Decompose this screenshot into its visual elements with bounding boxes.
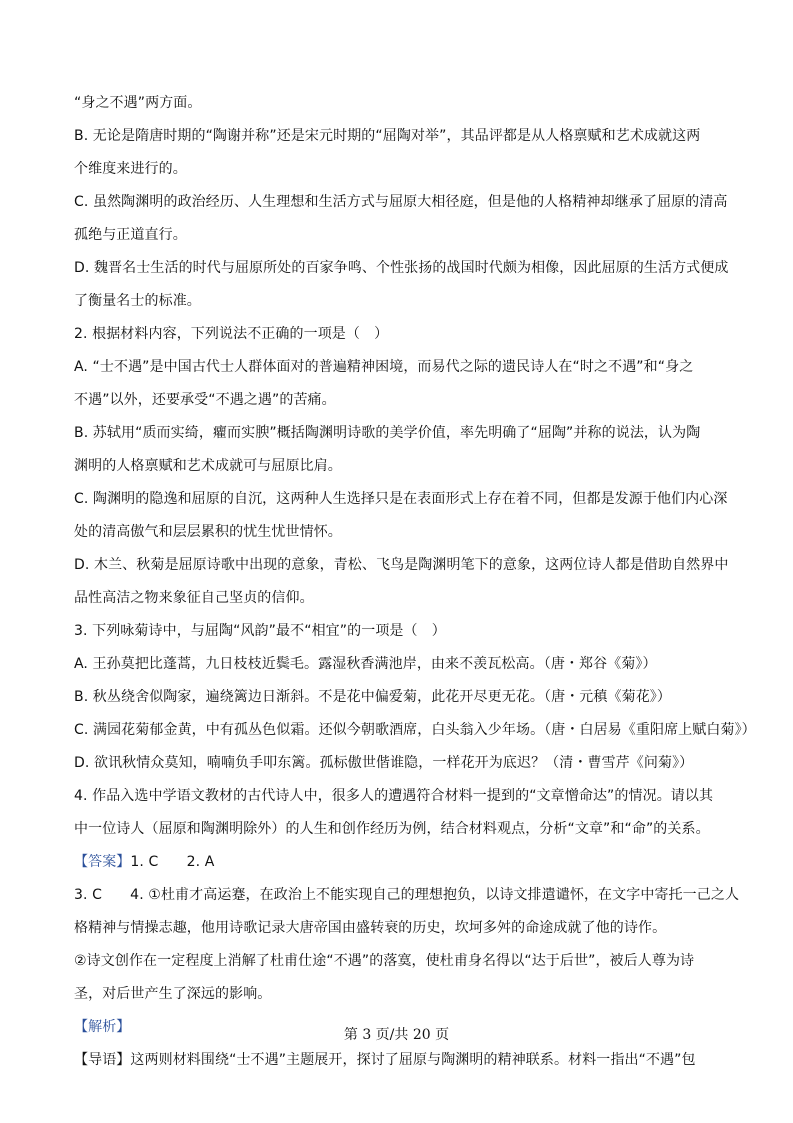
q2-option-b-line-1: B. 苏轼用“质而实绮，癯而实腴”概括陶渊明诗歌的美学价值，率先明确了“屈陶”并称的说法，认为陶 — [74, 425, 701, 441]
option-c-line-1: C. 虽然陶渊明的政治经历、人生理想和生活方式与屈原大相径庭，但是他的人格精神却继承了屈原的清高 — [74, 194, 728, 210]
question-3: 3. 下列咏菊诗中，与屈陶“风韵”最不“相宜”的一项是（ ） — [74, 623, 446, 639]
q2-option-c-line-2: 处的清高傲气和层层累积的忧生忧世情怀。 — [74, 524, 342, 540]
q2-option-d-line-1: D. 木兰、秋菊是屈原诗歌中出现的意象，青松、飞鸟是陶渊明笔下的意象，这两位诗人都是借助自然界中 — [74, 557, 729, 573]
q3-option-c: C. 满园花菊郁金黄，中有孤丛色似霜。还似今朝歌酒席，白头翁入少年场。（唐・白居易《重阳席上赋白菊》） — [74, 722, 756, 738]
guide-text: 这两则材料围绕“士不遇”主题展开，探讨了屈原与陶渊明的精神联系。材料一指出“不遇”包 — [130, 1052, 696, 1068]
option-b-line-2: 个维度来进行的。 — [74, 161, 187, 177]
answer-text: 1. C 2. A — [130, 854, 215, 870]
q2-option-b-line-2: 渊明的人格禀赋和艺术成就可与屈原比肩。 — [74, 458, 342, 474]
guide-line — [74, 1049, 724, 1071]
answer-line-2: 3. C 4. ①杜甫才高运蹇，在政治上不能实现自己的理想抱负，以诗文排遣谴怀，在文字中寄托一己之人 — [74, 887, 740, 903]
guide-label: 【导语】 — [74, 1052, 131, 1068]
answer-line-3: 格精神与情操志趣，他用诗歌记录大唐帝国由盛转衰的历史，坎坷多舛的命途成就了他的诗作。 — [74, 920, 667, 936]
answer-label: 【答案】 — [74, 854, 131, 870]
option-c-line-2: 孤绝与正道直行。 — [74, 227, 187, 243]
q3-option-b: B. 秋丛绕舍似陶家，遍绕篱边日渐斜。不是花中偏爱菊，此花开尽更无花。（唐・元稹《菊花》） — [74, 689, 672, 705]
page-body — [74, 92, 756, 1082]
answer-line-5: 圣，对后世产生了深远的影响。 — [74, 986, 272, 1002]
option-d-line-1: D. 魏晋名士生活的时代与屈原所处的百家争鸣、个性张扬的战国时代颇为相像，因此屈原的生活方式便成 — [74, 260, 729, 276]
q2-option-a-line-1: A. “士不遇”是中国古代士人群体面对的普遍精神困境，而易代之际的遗民诗人在“时之不遇”和“身之 — [74, 359, 694, 375]
option-b-line-1: B. 无论是隋唐时期的“陶谢并称”还是宋元时期的“屈陶对举”，其品评都是从人格禀赋和艺术成就这两 — [74, 128, 701, 144]
q2-option-c-line-1: C. 陶渊明的隐逸和屈原的自沉，这两种人生选择只是在表面形式上存在着不同，但都是发源于他们内心深 — [74, 491, 728, 507]
analysis-label: 【解析】 — [74, 1019, 131, 1035]
text-line: “身之不遇”两方面。 — [74, 95, 202, 111]
page-number-footer: 第 3 页/共 20 页 — [343, 1027, 450, 1043]
question-2: 2. 根据材料内容，下列说法不正确的一项是（ ） — [74, 326, 389, 342]
question-4-line-2: 中一位诗人（屈原和陶渊明除外）的人生和创作经历为例，结合材料观点，分析“文章”和“命”的关系。 — [74, 821, 710, 837]
q3-option-d: D. 欲讯秋情众莫知，喃喃负手叩东篱。孤标傲世偕谁隐，一样花开为底迟？（清・曹雪芹《问菊》） — [74, 755, 694, 771]
option-d-line-2: 了衡量名士的标准。 — [74, 293, 201, 309]
q2-option-d-line-2: 品性高洁之物来象征自己坚贞的信仰。 — [74, 590, 314, 606]
q2-option-a-line-2: 不遇”以外，还要承受“不遇之遇”的苦痛。 — [74, 392, 336, 408]
question-4-line-1: 4. 作品入选中学语文教材的古代诗人中，很多人的遭遇符合材料一提到的“文章憎命达”的情况。请以其 — [74, 788, 714, 804]
answer-line — [74, 851, 724, 873]
q3-option-a: A. 王孙莫把比蓬蒿，九日枝枝近鬓毛。露湿秋香满池岸，由来不羡瓦松高。（唐・郑谷《菊》） — [74, 656, 657, 672]
answer-line-4: ②诗文创作在一定程度上消解了杜甫仕途“不遇”的落寞，使杜甫身名得以“达于后世”，被后人尊为诗 — [74, 953, 695, 969]
